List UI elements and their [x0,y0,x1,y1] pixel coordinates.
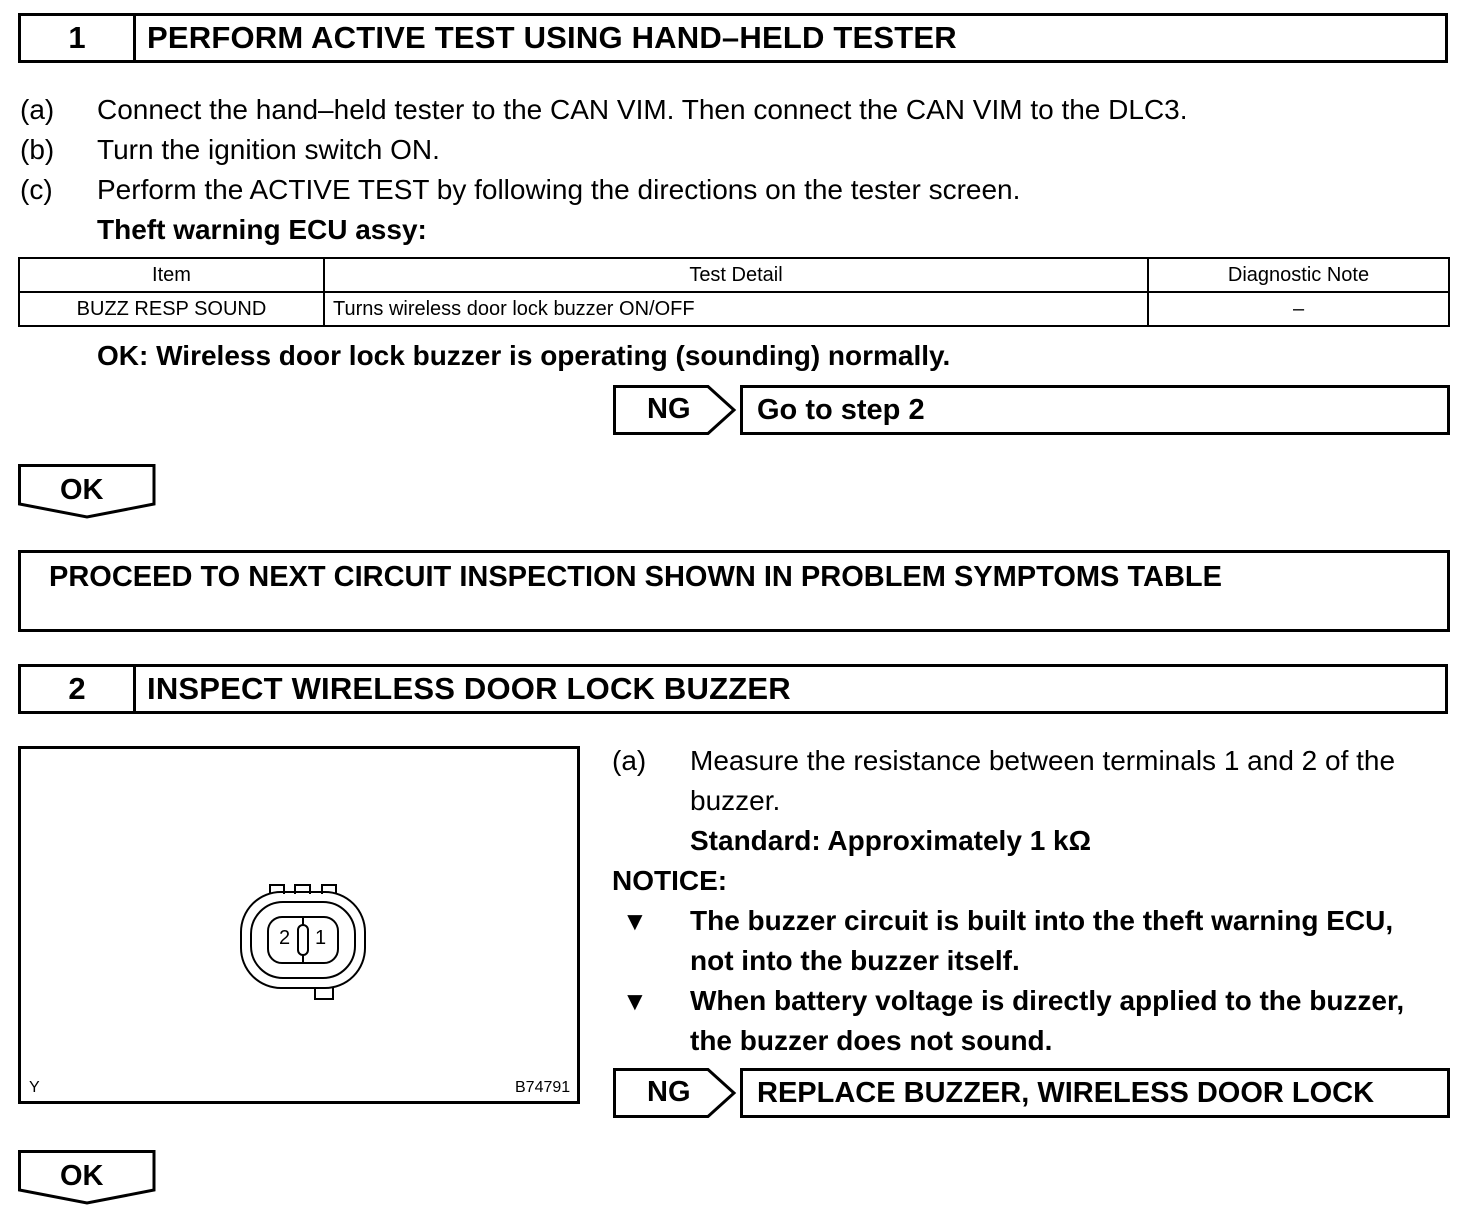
notice-2-line1: When battery voltage is directly applied to the buzzer, [690,985,1405,1016]
step2-standard: Standard: Approximately 1 kΩ [690,825,1092,856]
buzzer-connector-icon [21,749,577,1101]
table-cell-diagnostic-note: – [1148,292,1449,326]
step1-ng-label: NG [647,393,691,425]
step1-item-a-text: Connect the hand–held tester to the CAN VIM. Then connect the CAN VIM to the DLC3. [97,94,1188,125]
notice-bullet-icon: ▼ [622,906,648,936]
step2-ng-action: REPLACE BUZZER, WIRELESS DOOR LOCK [740,1068,1450,1118]
step1-title: PERFORM ACTIVE TEST USING HAND–HELD TESTER [147,20,957,55]
step2-number: 2 [21,667,136,711]
step1-item-a-label: (a) [20,94,55,125]
notice-1-line1: The buzzer circuit is built into the theft warning ECU, [690,905,1394,936]
pin-2-label: 2 [279,927,291,949]
figure-corner-left: Y [29,1079,40,1096]
proceed-box: PROCEED TO NEXT CIRCUIT INSPECTION SHOWN IN PROBLEM SYMPTOMS TABLE [18,550,1450,632]
step2-item-a-label: (a) [612,745,647,776]
step1-ng-action: Go to step 2 [740,385,1450,435]
step2-item-a-line1: Measure the resistance between terminals 1 and 2 of the [690,745,1396,776]
step1-ok-tag [18,464,156,518]
step1-item-c-label: (c) [20,174,53,205]
table-header-test-detail: Test Detail [324,258,1148,292]
notice-heading: NOTICE: [612,865,728,896]
step2-ng-label: NG [647,1076,691,1108]
step1-header [18,13,1448,63]
notice-2-line2: the buzzer does not sound. [690,1025,1053,1056]
table-header-item: Item [19,258,324,292]
step1-subheading: Theft warning ECU assy: [97,214,427,245]
figure-id: B74791 [515,1079,571,1096]
table-row [19,292,1449,326]
table-cell-item: BUZZ RESP SOUND [19,292,324,326]
active-test-table [18,257,1450,327]
step2-ok-tag [18,1150,156,1204]
table-header-diagnostic-note: Diagnostic Note [1148,258,1449,292]
step2-title: INSPECT WIRELESS DOOR LOCK BUZZER [147,671,791,706]
connector-figure [18,746,580,1104]
step2-item-a-line2: buzzer. [690,785,781,816]
step1-item-b-label: (b) [20,134,55,165]
step1-item-b-text: Turn the ignition switch ON. [97,134,440,165]
step2-ok-label: OK [60,1160,104,1192]
pin-1-label: 1 [315,927,327,949]
step2-ng-tag [613,1068,733,1118]
step1-item-c-text: Perform the ACTIVE TEST by following the directions on the tester screen. [97,174,1021,205]
notice-bullet-icon: ▼ [622,986,648,1016]
table-cell-test-detail: Turns wireless door lock buzzer ON/OFF [324,292,1148,326]
step1-number: 1 [21,16,136,60]
step1-ok-label: OK [60,474,104,506]
step1-ng-tag [613,385,733,435]
step1-ok-condition: OK: Wireless door lock buzzer is operating (sounding) normally. [97,340,951,371]
step2-header [18,664,1448,714]
notice-1-line2: not into the buzzer itself. [690,945,1020,976]
table-header-row [19,258,1449,292]
